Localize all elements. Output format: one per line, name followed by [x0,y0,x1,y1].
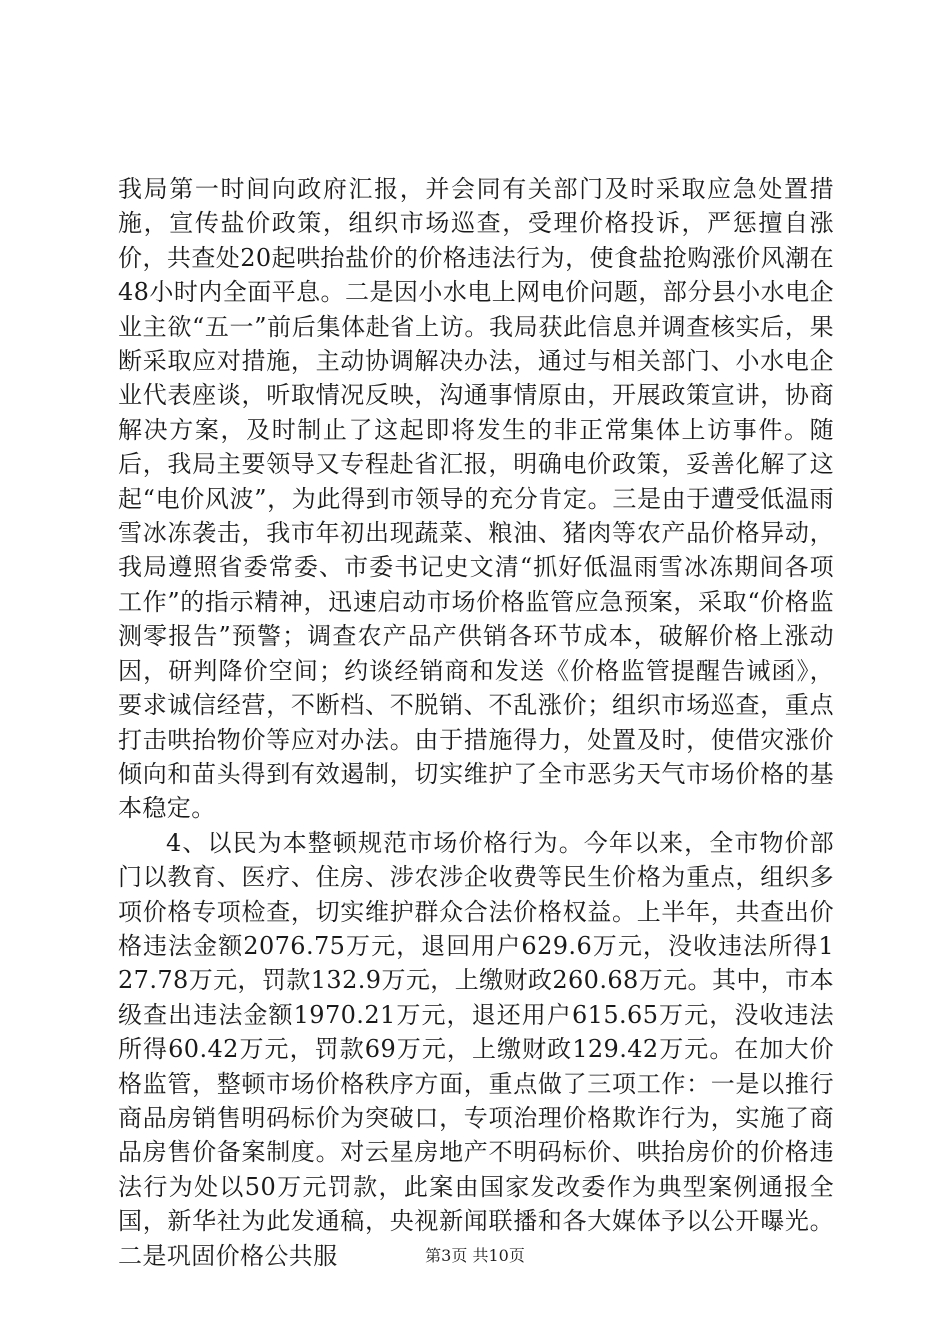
paragraph-1: 我局第一时间向政府汇报，并会同有关部门及时采取应急处置措施，宣传盐价政策，组织市场巡查，受理价格投诉，严惩擅自涨价，共查处20起哄抬盐价的价格违法行为，使食盐抢购涨价风潮在48小时内全面平息。二是因小水电上网电价问题，部分县小水电企业主欲“五一”前后集体赴省上访。我局获此信息并调查核实后，果断采取应对措施，主动协调解决办法，通过与相关部门、小水电企业代表座谈，听取情况反映，沟通事情原由，开展政策宣讲，协商解决方案，及时制止了这起即将发生的非正常集体上访事件。随后，我局主要领导又专程赴省汇报，明确电价政策，妥善化解了这起“电价风波”，为此得到市领导的充分肯定。三是由于遭受低温雨雪冰冻袭击，我市年初出现蔬菜、粮油、猪肉等农产品价格异动，我局遵照省委常委、市委书记史文清“抓好低温雨雪冰冻期间各项工作”的指示精神，迅速启动市场价格监管应急预案，采取“价格监测零报告”预警；调查农产品产供销各环节成本，破解价格上涨动因，研判降价空间；约谈经销商和发送《价格监管提醒告诫函》，要求诚信经营，不断档、不脱销、不乱涨价；组织市场巡查，重点打击哄抬物价等应对办法。由于措施得力，处置及时，使借灾涨价倾向和苗头得到有效遏制，切实维护了全市恶劣天气市场价格的基本稳定。 [118,175,834,823]
document-body [118,172,834,1273]
page-footer [0,1243,950,1266]
paragraph-2: 4、以民为本整顿规范市场价格行为。今年以来，全市物价部门以教育、医疗、住房、涉农涉企收费等民生价格为重点，组织多项价格专项检查，切实维护群众合法价格权益。上半年，共查出价格违法金额2076.75万元，退回用户629.6万元，没收违法所得127.78万元，罚款132.9万元，上缴财政260.68万元。其中，市本级查出违法金额1970.21万元，退还用户615.65万元，没收违法所得60.42万元，罚款69万元，上缴财政129.42万元。在加大价格监管，整顿市场价格秩序方面，重点做了三项工作：一是以推行商品房销售明码标价为突破口，专项治理价格欺诈行为，实施了商品房售价备案制度。对云星房地产不明码标价、哄抬房价的价格违法行为处以50万元罚款，此案由国家发改委作为典型案例通报全国，新华社为此发通稿，央视新闻联播和各大媒体予以公开曝光。二是巩固价格公共服 [118,828,834,1270]
page-number: 第3页 [425,1246,468,1265]
page-total: 共10页 [472,1246,525,1265]
